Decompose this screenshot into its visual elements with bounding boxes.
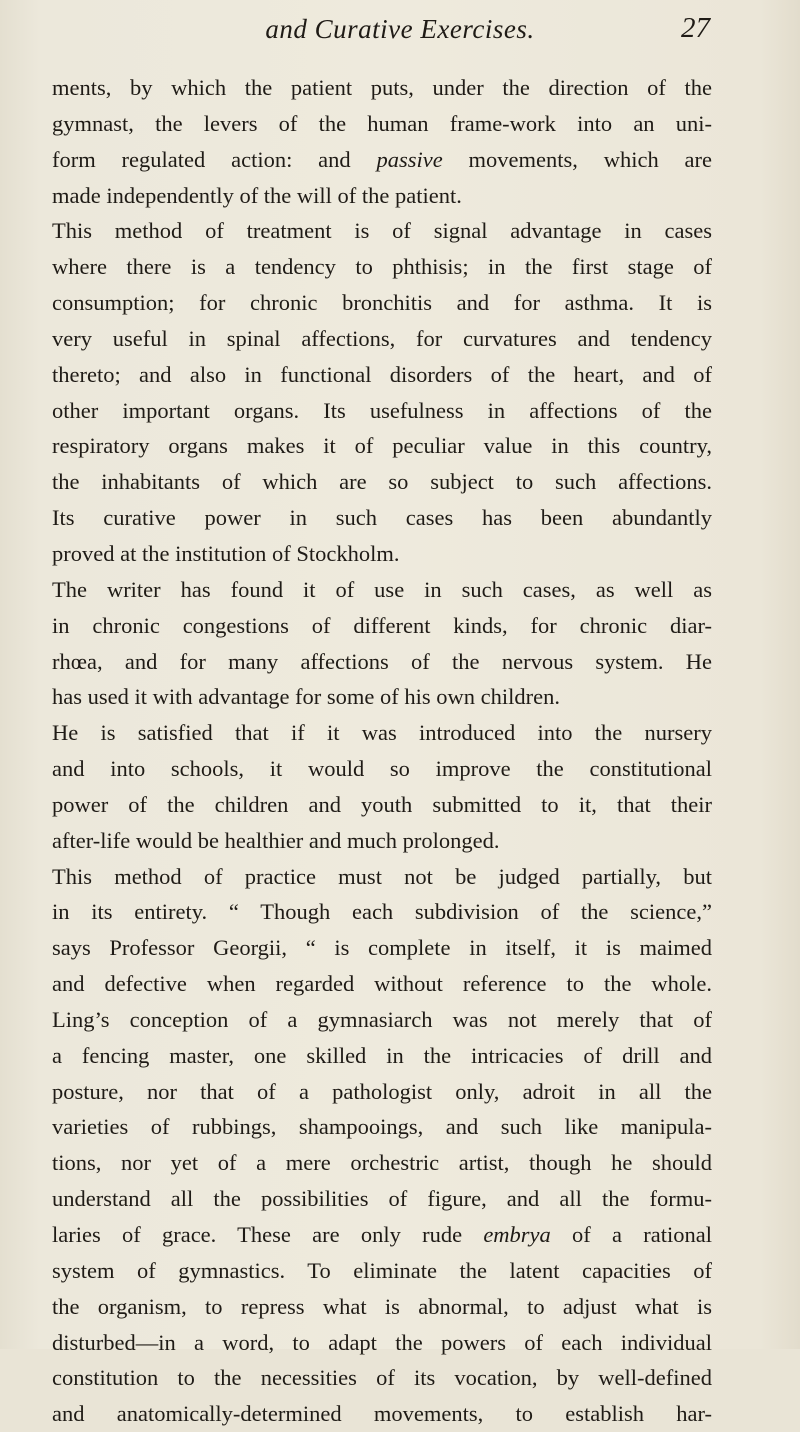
text-line: other important organs. Its usefulness in affections of the — [52, 397, 712, 423]
text-line: proved at the institution of Stockholm. — [52, 540, 400, 566]
text-line: gymnast, the levers of the human frame-work into an uni- — [52, 110, 712, 136]
text-line: posture, nor that of a pathologist only, adroit in all the — [52, 1078, 712, 1104]
text-line: respiratory organs makes it of peculiar value in this country, — [52, 433, 712, 459]
text-line: Its curative power in such cases has been abundantly — [52, 505, 712, 531]
text-line: system of gymnastics. To eliminate the latent capacities of — [52, 1257, 712, 1283]
text-line: the inhabitants of which are so subject to such affections. — [52, 469, 712, 495]
text-line: power of the children and youth submitted to it, that their — [52, 791, 712, 817]
page-header — [0, 6, 800, 56]
body-text — [52, 70, 712, 1432]
text-line: understand all the possibilities of figure, and all the formu- — [52, 1186, 712, 1212]
text-line: varieties of rubbings, shampooings, and such like manipula- — [52, 1114, 712, 1140]
text-line: This method of practice must not be judged partially, but — [52, 863, 712, 889]
text-line: tions, nor yet of a mere orchestric artist, though he should — [52, 1150, 712, 1176]
text-line: has used it with advantage for some of his own children. — [52, 684, 561, 710]
text-line: form regulated action: and passive movements, which are — [52, 146, 713, 172]
text-line: says Professor Georgii, “ is complete in itself, it is maimed — [52, 935, 712, 961]
page-number: 27 — [681, 12, 710, 44]
text-line: constitution to the necessities of its vocation, by well-defined — [52, 1365, 712, 1391]
text-line: in chronic congestions of different kinds, for chronic diar- — [52, 612, 712, 638]
text-line: a fencing master, one skilled in the intricacies of drill and — [52, 1042, 712, 1068]
text-line: The writer has found it of use in such cases, as well as — [52, 576, 712, 602]
text-line: very useful in spinal affections, for curvatures and tendency — [52, 325, 712, 351]
text-line: ments, by which the patient puts, under the direction of the — [52, 75, 712, 100]
text-line: consumption; for chronic bronchitis and for asthma. It is — [52, 290, 712, 316]
text-line: and anatomically-determined movements, to establish har- — [52, 1401, 712, 1427]
text-line: the organism, to repress what is abnormal, to adjust what is — [52, 1293, 712, 1319]
text-line: and defective when regarded without reference to the whole. — [52, 971, 712, 997]
running-title: and Curative Exercises. — [265, 14, 535, 44]
text-line: after-life would be healthier and much prolonged. — [52, 827, 500, 853]
text-line: thereto; and also in functional disorders of the heart, and of — [52, 361, 712, 387]
text-line: in its entirety. “ Though each subdivision of the science,” — [52, 899, 712, 925]
text-line: laries of grace. These are only rude embrya of a rational — [52, 1222, 712, 1247]
text-line: where there is a tendency to phthisis; in the first stage of — [52, 254, 712, 280]
text-line: This method of treatment is of signal advantage in cases — [52, 218, 712, 244]
text-line: He is satisfied that if it was introduced into the nursery — [52, 720, 712, 746]
text-line: disturbed—in a word, to adapt the powers of each individual — [52, 1329, 712, 1355]
text-line: Ling’s conception of a gymnasiarch was not merely that of — [52, 1006, 712, 1032]
text-line: made independently of the will of the patient. — [52, 182, 462, 208]
text-line: rhœa, and for many affections of the nervous system. He — [52, 648, 712, 674]
text-line: and into schools, it would so improve the constitutional — [52, 756, 712, 782]
